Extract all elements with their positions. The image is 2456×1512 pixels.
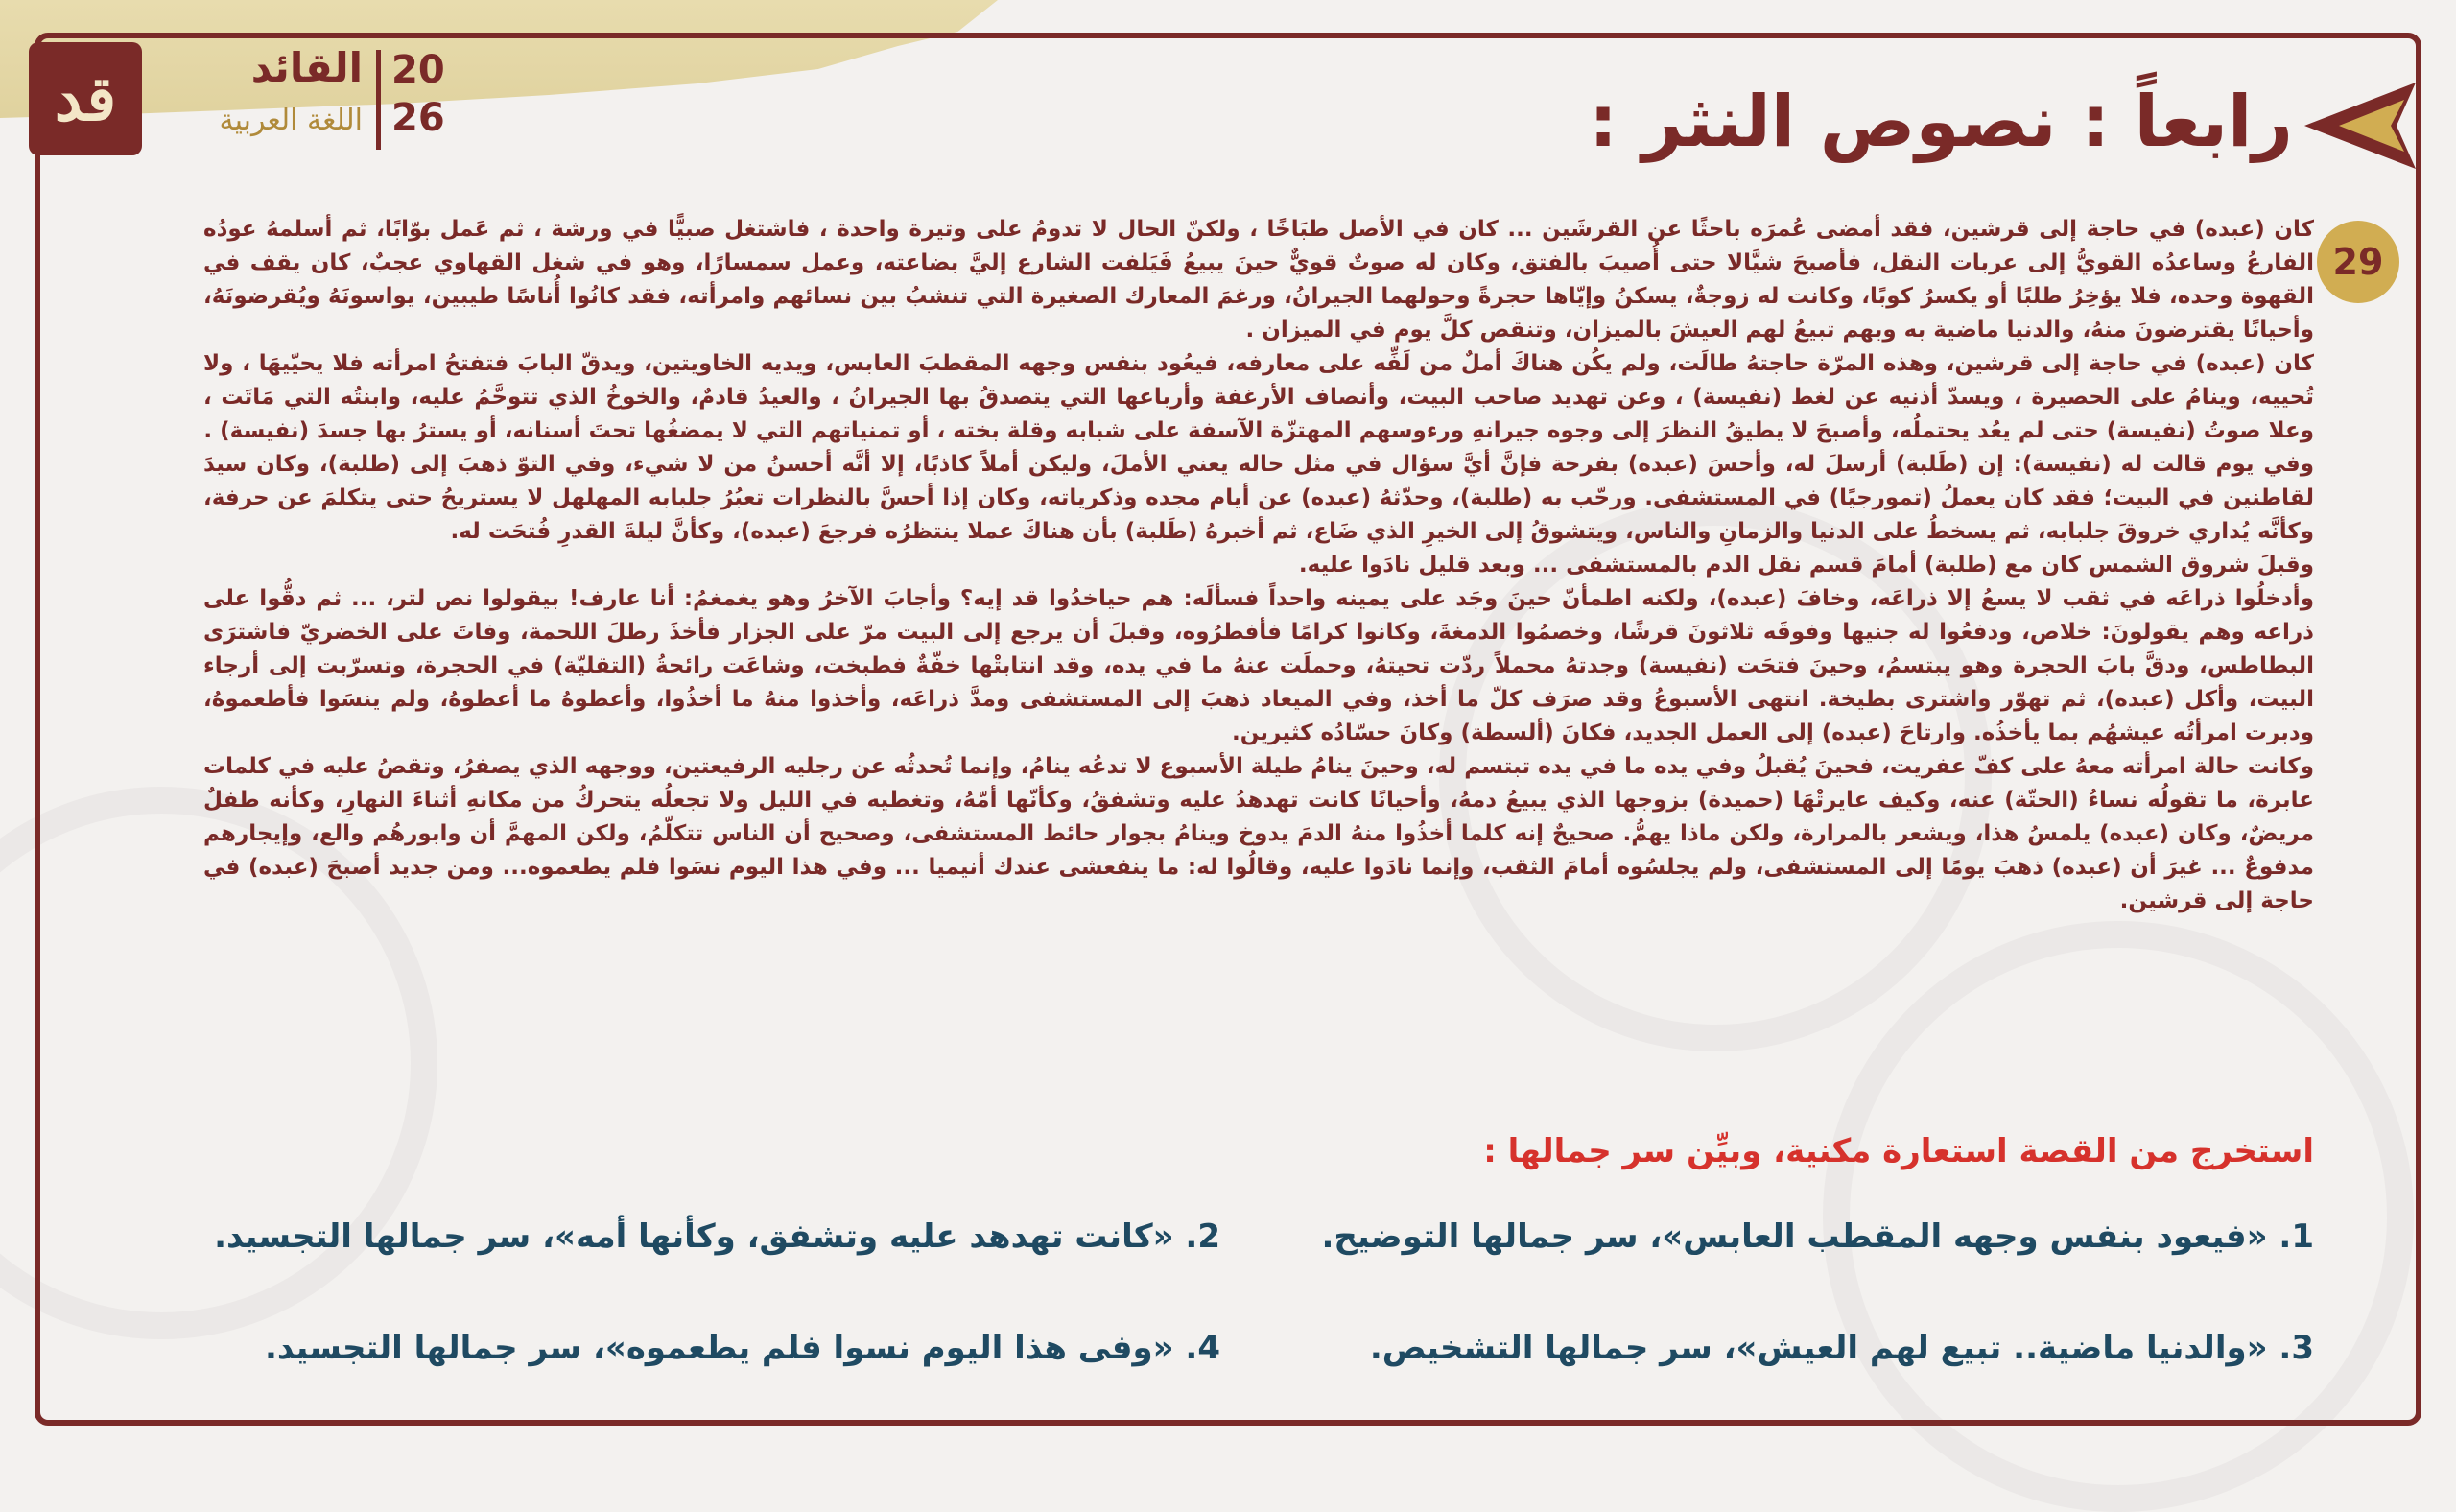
- passage-paragraph: وكانت حالة امرأته معهُ على كفّ عفريت، فحينَ يُقبلُ وفي يده ما في يده تبتسم له، وحينَ ينامُ طيلة الأسبوع لا تدعُه ينامُ، وإنما تُحدثُه عن رجليه الرفيعتين، ووجهه الذي يصفرُ، وتقصُ عليه في كلمات عابرة، ما تقولُه نساءُ (الحتّة) عنه، وكيف عايرتْهَا (حميدة) بزوجها الذي يبيعُ دمهُ، وأحيانًا كانت تهدهدُ عليه وتشفقُ، وكأنّها أمّهُ، وتغطيه في الليل ولا تجعلُه يتحركُ من مكانهِ أثناءَ النهارِ، وكأنه طفلٌ مريضٌ، وكان (عبده) يلمسُ هذا، ويشعر بالمرارة، ولكن ماذا يهمُّ. صحيحٌ إنه كلما أخذُوا منهُ الدمَ يدوخ وينامُ بجوار حائط المستشفى، وصحيح أن الناس تتكلّمُ، ولكن المهمَّ أن وابورهُم والع، وإيجارهم مدفوعٌ ... غيرَ أن (عبده) ذهبَ يومًا إلى المستشفى، ولم يجلسُوه أمامَ الثقب، وإنما نادَوا عليه، وقالُوا له: ما ينفعشى عندك أنيميا ... وفي هذا اليوم نسَوا فلم يطعموه... ومن جديد أصبحَ (عبده) في حاجة إلى قرشين.: [203, 754, 2314, 913]
- brand-logo: [29, 42, 451, 157]
- logo-year-bottom: 26: [391, 96, 445, 140]
- answer-item: 3. «والدنيا ماضية.. تبيع لهم العيش»، سر جمالها التشخيص.: [1369, 1329, 2314, 1367]
- logo-divider: [376, 50, 381, 150]
- passage-number-badge: 29: [2317, 221, 2399, 303]
- passage-paragraph: وقبلَ شروق الشمس كان مع (طلبة) أمامَ قسم نقل الدم بالمستشفى ... وبعد قليل نادَوا عليه.: [1298, 553, 2314, 578]
- answer-item: 1. «فيعود بنفس وجهه المقطب العابس»، سر جمالها التوضيح.: [1321, 1217, 2314, 1256]
- passage-paragraph: وأدخلُوا ذراعَه في ثقب لا يسعُ إلا ذراعَه، وخافَ (عبده)، ولكنه اطمأنّ حينَ وجَد على يمينه واحداً فسألَه: هم حياخدُوا قد إيه؟ وأجابَ الآخرُ وهو يغمغمُ: أنا عارف! بيقولوا نص لتر، ... ثم دقُّوا على ذراعه وهم يقولونَ: خلاص، ودفعُوا له جنيها وفوقَه ثلاثونَ قرشًا، وخصمُوا الدمغةَ، وكانوا كرامًا فأفطرُوه، وقبلَ أن يرجع إلى البيت مرّ على الجزار فأخذَ رطلَ اللحمة، وفاتَ على الخضريّ فاشترَى البطاطس، ودقَّ بابَ الحجرة وهو يبتسمُ، وحينَ فتحَت (نفيسة) وجدتهُ محملاً ردّت تحيتهُ، وحملَت عنهُ ما في يده، وقد انتابتْها خفّةٌ فطبخت، وشاعَت رائحةُ (التقليّة) في الحجرة، وتسرّبت إلى أرجاء البيت، وأكل (عبده)، ثم تهوّر واشترى بطيخة. انتهى الأسبوعُ وقد صرَف كلّ ما أخذ، وفي الميعاد ذهبَ إلى المستشفى ومدَّ ذراعَه، وأخذوا منهُ ما أخذُوا، وأعطوهُ ما أعطوهُ، ولم ينسَوا فأطعموهُ، ودبرت امرأتُه عيشهُم بما يأخذُه. وارتاحَ (عبده) إلى العمل الجديد، فكانَ (ألسطة) وكانَ حسّادُه كثيرين.: [203, 586, 2314, 745]
- passage-paragraph: وفي يوم قالت له (نفيسة): إن (طَلبة) أرسلَ له، وأحسَ (عبده) بفرحة فإنَّ أيَّ سؤال في مثل حاله يعني الأملَ، وليكن أملاً كاذبًا، إلا أنَّه أحسنُ من لا شيء، وفي التوّ ذهبَ إلى (طلبة)، وكان سيدَ لقاطنين في البيت؛ فقد كان يعملُ (تمورجيًا) في المستشفى. ورحّب به (طلبة)، وحدّثهُ (عبده) عن أيام مجده وذكرياته، وكان إذا أحسَّ بالنظرات تعبُرُ جلبابه المهلهل لا يستريحُ حتى يتكلمَ عن حرفة، وكأنَّه يُداري خروقَ جلبابه، ثم يسخطُ على الدنيا والزمانِ والناس، ويتشوقُ إلى الخيرِ الذي ضَاع، ثم أخبرهُ (طَلبة) بأن هناكَ عملا ينتظرُه فرجعَ (عبده)، وكأنَّ ليلةَ القدرِ فُتحَت له.: [203, 452, 2314, 544]
- passage-paragraph: كان (عبده) في حاجة إلى قرشين، وهذه المرّة حاجتهُ طالَت، ولم يكُن هناكَ أملٌ من لَفِّه على معارفه، فيعُود بنفس وجهه المقطبَ العابس، ويديه الخاويتين، ويدقّ البابَ فتفتحُ امرأته فلا يحيّيهَا ، ولا تُحييه، وينامُ على الحصيرة ، ويسدّ أذنيه عن لغط (نفيسة) ، وعن تهديد صاحب البيت، وأنصاف الأرغفة وأرباعها التي يتصدقُ بها الجيرانُ ، والعيدُ قادمٌ، والخوخُ الذي تتوحَّمُ عليه، وابنتُه التي مَاتَت ، وعلا صوتُ (نفيسة) حتى لم يعُد يحتملُه، وأصبحَ لا يطيقُ النظرَ إلى وجوه جيرانهِ ورءوسهم المهتزّة الآسفة على شبابه وقلة بخته ، أو تمنياتهم التي لا يمضغُها تحتَ أسنانه، أو يسترُ بها جسدَ (نفيسة) .: [203, 351, 2314, 443]
- logo-subtitle: اللغة العربية: [219, 104, 363, 137]
- answer-item: 2. «كانت تهدهد عليه وتشفق، وكأنها أمه»، سر جمالها التجسيد.: [214, 1217, 1220, 1256]
- title-arrow-icon: [2304, 83, 2416, 169]
- passage-paragraph: كان (عبده) في حاجة إلى قرشين، فقد أمضى عُمرَه باحثًا عن القرشَين ... كان في الأصل طبَاخًا ، ولكنّ الحال لا تدومُ على وتيرة واحدة ، فاشتغل صبيًّا في ورشة ، ثم عَمل بوّابًا، ثم أسلمهُ عودُه الفارعُ وساعدُه القويُّ إلى عربات النقل، فأصبحَ شيَّالا حتى أُصيبَ بالفتق، وكان له صوتٌ قويٌّ حينَ يبيعُ فَيَلفت الشارع إليَّ بضاعته، وعمل سمسارًا، وهو في شغل القهاوي عجبٌ، كان يقف في القهوة وحده، فلا يؤخِرُ طلبًا أو يكسرُ كوبًا، وكانت له زوجةٌ، يسكنُ وإيّاها حجرةً وحولهما الجيرانُ، ورغمَ المعارك الصغيرة التي تنشبُ بين نسائهم وامرأته، فقد كانُوا أُناسًا طيبين، يواسونَهُ ويُقرضونَهُ، وأحيانًا يقترضونَ منهُ، والدنيا ماضية به وبهم تبيعُ لهم العيشَ بالميزان، وتنقص كلَّ يوم في الميزان .: [203, 217, 2314, 343]
- prose-passage: [203, 213, 2314, 1096]
- logo-title: القائد: [250, 44, 363, 91]
- logo-year: [391, 46, 449, 142]
- answer-item: 4. «وفى هذا اليوم نسوا فلم يطعموه»، سر جمالها التجسيد.: [264, 1329, 1220, 1367]
- section-title: رابعاً : نصوص النثر :: [1589, 81, 2293, 163]
- logo-emblem-icon: قد: [29, 42, 142, 155]
- logo-year-top: 20: [391, 48, 445, 92]
- exercise-question: استخرج من القصة استعارة مكنية، وبيِّن سر جمالها :: [1483, 1132, 2314, 1170]
